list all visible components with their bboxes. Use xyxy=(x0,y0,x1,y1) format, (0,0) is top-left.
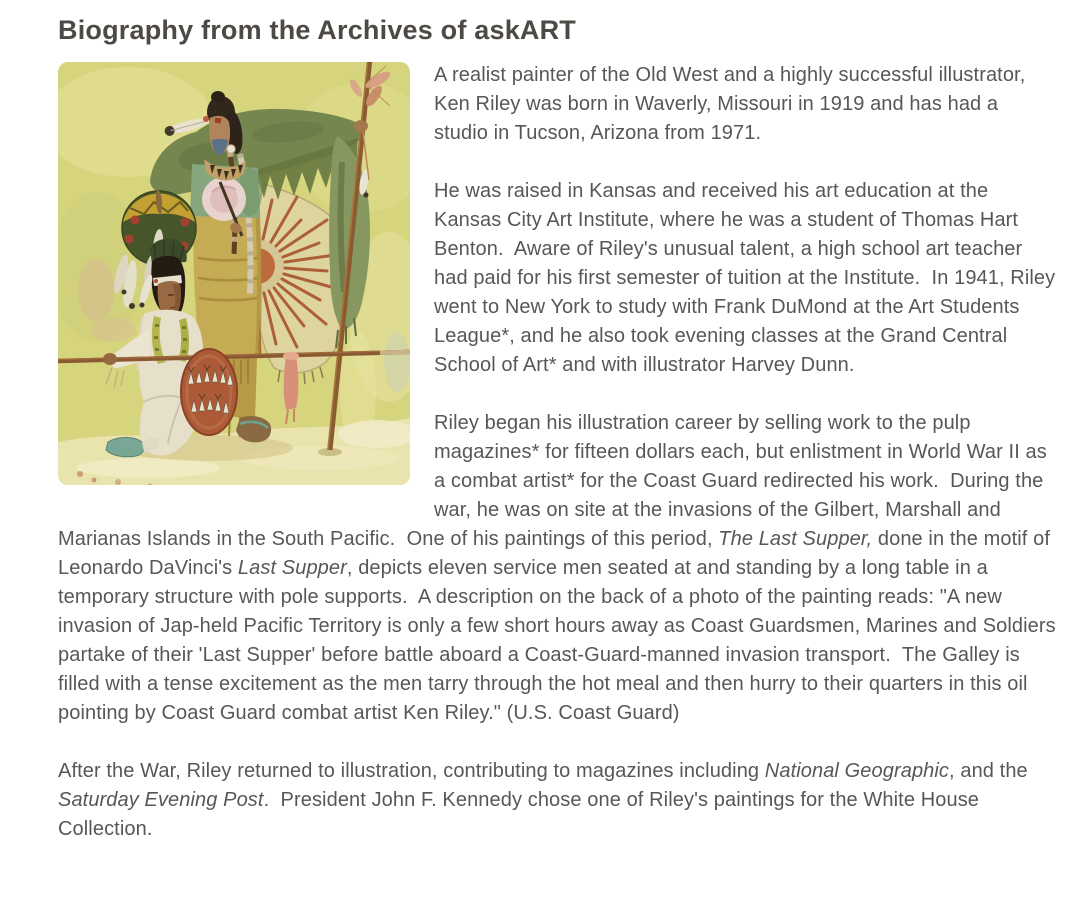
text-run: done in the motif of Leonardo DaVinci's xyxy=(58,528,1056,579)
painting-image xyxy=(58,62,410,485)
text-run: A realist painter of the Old West and a highly successful illustrator, Ken Riley was born in Waverly, Missouri in 1919 and has had a studio in Tucson, Arizona from 1971. xyxy=(434,64,1032,144)
text-run: After the War, Riley returned to illustration, contributing to magazines including xyxy=(58,760,765,782)
paragraph xyxy=(58,757,1057,844)
italic-text-run: Saturday Evening Post xyxy=(58,789,264,811)
text-run: , depicts eleven service men seated at and standing by a long table in a temporary structure with pole supports. A description on the back of a photo of the painting reads: "A new invasion of Jap-held Pacific Territory is only a few short hours away as Coast Guardsmen, Marines and Soldiers partake of their 'Last Supper' before battle aboard a Coast-Guard-manned invasion transport. The Galley is filled with a tense excitement as the men tarry through the hot meal and then hurry to their quarters in this oil pointing by Coast Guard combat artist Ken Riley." (U.S. Coast Guard) xyxy=(58,557,1062,724)
italic-text-run: National Geographic xyxy=(764,760,950,782)
text-run: Riley began his illustration career by selling work to the pulp magazines* for fifteen dollars each, but enlistment in World War II as a combat artist* for the Coast Guard redirected his work. During the war, he was on site at the invasions of the Gilbert, Marshall and Marianas Islands in the South Pacific. One of his paintings of this period, xyxy=(58,412,1053,550)
painting-figure xyxy=(58,62,410,485)
text-run: . President John F. Kennedy chose one of Riley's paintings for the White House Collection. xyxy=(58,789,985,840)
text-run: , and the xyxy=(949,760,1034,782)
standing-hand xyxy=(354,120,368,132)
oval-shield xyxy=(181,349,237,435)
text-run: He was raised in Kansas and received his art education at the Kansas City Art Institute, where he was a student of Thomas Hart Benton. Aware of Riley's unusual talent, a high school art teacher had paid for his first semester of tuition at the Institute. In 1941, Riley went to New York to study with Frank DuMond at the Art Students League*, and he also took evening classes at the Grand Central School of Art* and with illustrator Harvey Dunn. xyxy=(434,180,1061,376)
italic-text-run: Last Supper xyxy=(237,557,347,579)
italic-text-run: The Last Supper, xyxy=(718,528,873,550)
page-title: Biography from the Archives of askART xyxy=(58,15,577,45)
kneeling-hand xyxy=(103,353,117,365)
biography-content xyxy=(58,61,1062,844)
